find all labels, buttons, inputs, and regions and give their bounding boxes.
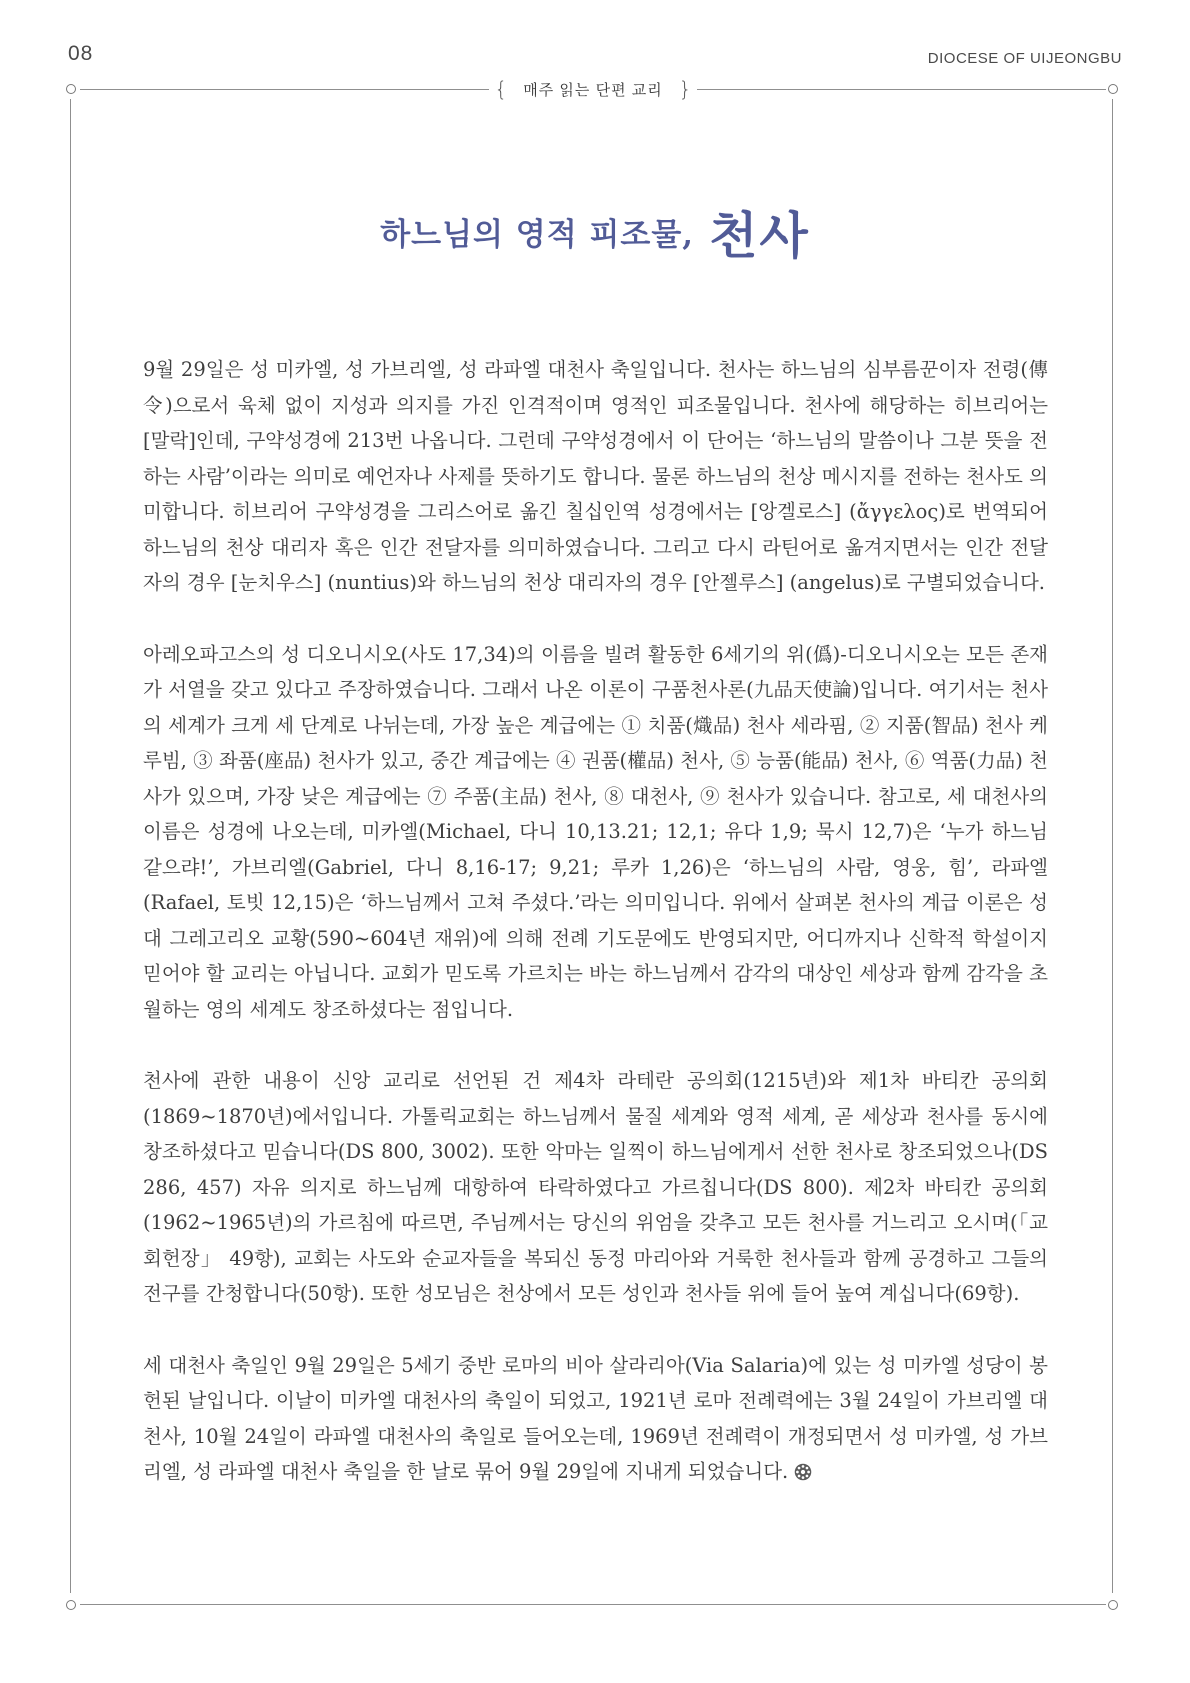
article-title bbox=[0, 196, 1190, 268]
corner-circle-top-left bbox=[66, 84, 76, 94]
page-number: 08 bbox=[68, 42, 94, 65]
paragraph-2-text: 아레오파고스의 성 디오니시오(사도 17,34)의 이름을 빌려 활동한 6세기의 위(僞)-디오니시오는 모든 존재가 서열을 갖고 있다고 주장하였습니다. 그래서 나온 이론이 구품천사론(九品天使論)입니다. 여기서는 천사의 세계가 크게 세 단계로 나뉘는데, 가장 높은 계급에는 ① 치품(熾品) 천사 세라핌, ② 지품(智品) 천사 케루빔, ③ 좌품(座品) 천사가 있고, 중간 계급에는 ④ 권품(權品) 천사, ⑤ 능품(能品) 천사, ⑥ 역품(力品) 천사가 있으며, 가장 낮은 계급에는 ⑦ 주품(主品) 천사, ⑧ 대천사, ⑨ 천사가 있습니다. 참고로, 세 대천사의 이름은 성경에 나오는데, 미카엘(Michael, 다니 10,13.21; 12,1; 유다 1,9; 묵시 12,7)은 ‘누가 하느님 같으랴!’, 가브리엘(Gabriel, 다니 8,16-17; 9,21; 루카 1,26)은 ‘하느님의 사람, 영웅, 힘’, 라파엘(Rafael, 토빗 12,15)은 ‘하느님께서 고쳐 주셨다.’라는 의미입니다. 위에서 살펴본 천사의 계급 이론은 성 대 그레고리오 교황(590~604년 재위)에 의해 전례 기도문에도 반영되지만, 어디까지나 신학적 학설이지 믿어야 할 교리는 아닙니다. 교회가 믿도록 가르치는 바는 하느님께서 감각의 대상인 세상과 함께 감각을 초월하는 영의 세계도 창조하셨다는 점입니다. bbox=[143, 642, 1048, 1021]
left-brace-ornament: { bbox=[494, 77, 508, 101]
article-title-emphasis: 천사 bbox=[709, 206, 810, 265]
article-body bbox=[143, 352, 1048, 1490]
publication-name: DIOCESE OF UIJEONGBU bbox=[927, 50, 1122, 67]
section-label: 매주 읽는 단편 교리 bbox=[523, 81, 663, 99]
frame-line-left bbox=[70, 99, 71, 1593]
paragraph-4 bbox=[143, 1348, 1048, 1490]
paragraph-3-text: 천사에 관한 내용이 신앙 교리로 선언된 건 제4차 라테란 공의회(1215년)와 제1차 바티칸 공의회(1869~1870년)에서입니다. 가톨릭교회는 하느님께서 물질 세계와 영적 세계, 곧 세상과 천사를 동시에 창조하셨다고 믿습니다(DS 800, 3002). 또한 악마는 일찍이 하느님에게서 선한 천사로 창조되었으나(DS 286, 457) 자유 의지로 하느님께 대항하여 타락하였다고 가르칩니다(DS 800). 제2차 바티칸 공의회(1962~1965년)의 가르침에 따르면, 주님께서는 당신의 위엄을 갖추고 모든 천사를 거느리고 오시며(「교회헌장」 49항), 교회는 사도와 순교자들을 복되신 동정 마리아와 거룩한 천사들과 함께 공경하고 그들의 전구를 간청합니다(50항). 또한 성모님은 천상에서 모든 성인과 천사들 위에 들어 높여 계십니다(69항). bbox=[143, 1069, 1048, 1305]
article-title-prefix: 하느님의 영적 피조물, bbox=[380, 217, 695, 253]
paragraph-2 bbox=[143, 637, 1048, 1028]
bottom-rule bbox=[80, 1604, 1106, 1605]
paragraph-1 bbox=[143, 352, 1048, 601]
paragraph-4-text: 세 대천사 축일인 9월 29일은 5세기 중반 로마의 비아 살라리아(Via Salaria)에 있는 성 미카엘 성당이 봉헌된 날입니다. 이날이 미카엘 대천사의 축일이 되었고, 1921년 로마 전례력에는 3월 24일이 가브리엘 대천사, 10월 24일이 라파엘 대천사의 축일로 들어오는데, 1969년 전례력이 개정되면서 성 미카엘, 성 가브리엘, 성 라파엘 대천사 축일을 한 날로 묶어 9월 29일에 지내게 되었습니다. bbox=[143, 1353, 1048, 1483]
rule-line-left bbox=[80, 89, 489, 90]
right-brace-ornament: } bbox=[678, 77, 692, 101]
frame-line-right bbox=[1112, 99, 1113, 1593]
corner-circle-bottom-left bbox=[66, 1600, 76, 1610]
corner-circle-bottom-right bbox=[1108, 1600, 1118, 1610]
top-rule bbox=[80, 77, 1106, 101]
corner-circle-top-right bbox=[1108, 84, 1118, 94]
rule-line-right bbox=[697, 89, 1106, 90]
paragraph-3 bbox=[143, 1063, 1048, 1312]
rosette-end-mark-icon bbox=[794, 1463, 812, 1481]
paragraph-1-text: 9월 29일은 성 미카엘, 성 가브리엘, 성 라파엘 대천사 축일입니다. 천사는 하느님의 심부름꾼이자 전령(傳令)으로서 육체 없이 지성과 의지를 가진 인격적이며 영적인 피조물입니다. 천사에 해당하는 히브리어는 [말락]인데, 구약성경에 213번 나옵니다. 그런데 구약성경에서 이 단어는 ‘하느님의 말씀이나 그분 뜻을 전하는 사람’이라는 의미로 예언자나 사제를 뜻하기도 합니다. 물론 하느님의 천상 메시지를 전하는 천사도 의미합니다. 히브리어 구약성경을 그리스어로 옮긴 칠십인역 성경에서는 [앙겔로스] (ἄγγελος)로 번역되어 하느님의 천상 대리자 혹은 인간 전달자를 의미하였습니다. 그리고 다시 라틴어로 옮겨지면서는 인간 전달자의 경우 [눈치우스] (nuntius)와 하느님의 천상 대리자의 경우 [안젤루스] (angelus)로 구별되었습니다. bbox=[143, 358, 1048, 594]
